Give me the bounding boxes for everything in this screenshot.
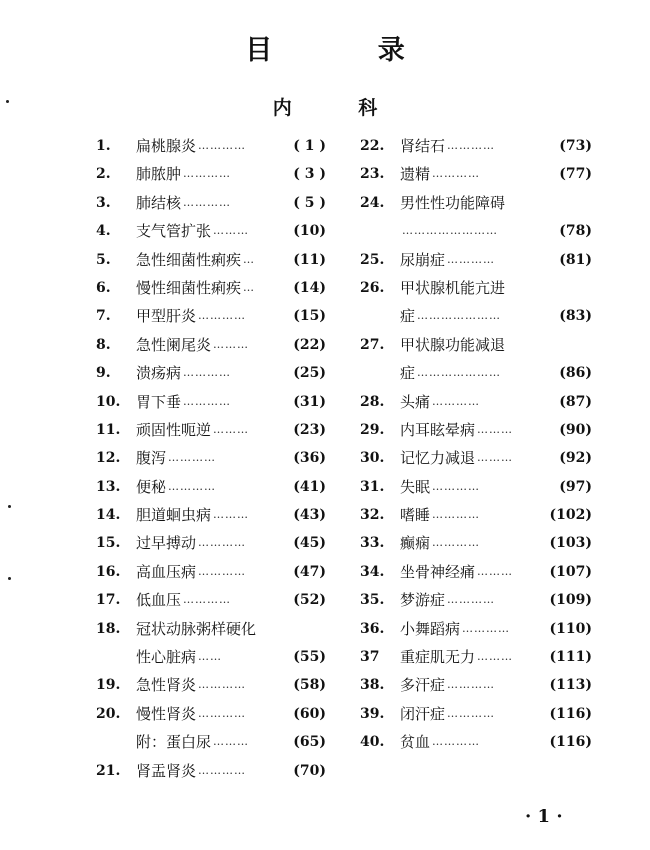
toc-entry-number: 31. [360, 478, 385, 495]
toc-entry-title: 坐骨神经痛 [400, 562, 476, 581]
toc-entry-title: 便秘 [136, 477, 167, 496]
toc-entry [96, 160, 326, 188]
toc-entry [360, 501, 592, 529]
toc-entry-number: 17. [96, 592, 121, 609]
toc-entry-title: 溃疡病 [136, 364, 182, 383]
toc-entry-number: 7. [96, 308, 111, 325]
toc-leader-dots: ………… [447, 252, 496, 266]
toc-entry-page: (113) [549, 677, 592, 694]
toc-entry-page: (36) [293, 450, 326, 467]
toc-entry [96, 331, 326, 359]
toc-entry-number: 38. [360, 677, 385, 694]
toc-entry-page: (60) [293, 705, 326, 722]
toc-entry-title: 甲型肝炎 [136, 307, 197, 326]
toc-entry [360, 217, 592, 245]
toc-entry-number: 19. [96, 677, 121, 694]
toc-entry-title: 低血压 [136, 591, 182, 610]
toc-entry-title: 症 [400, 307, 416, 326]
toc-leader-dots: ………… [447, 678, 496, 692]
toc-entry-page: (110) [549, 620, 592, 637]
toc-entry [96, 388, 326, 416]
toc-entry-title: 头痛 [400, 392, 431, 411]
toc-leader-dots: ………… [432, 394, 481, 408]
toc-entry-page: (70) [293, 762, 326, 779]
toc-entry-page: (116) [549, 705, 592, 722]
toc-entry-page: (109) [549, 592, 592, 609]
toc-entry-page: (97) [559, 478, 592, 495]
toc-entry-number: 18. [96, 620, 121, 637]
toc-entry-number: 32. [360, 507, 385, 524]
toc-leader-dots: ………… [198, 309, 247, 323]
toc-entry-number: 1. [96, 138, 111, 154]
toc-entry [360, 132, 592, 160]
toc-left-column [96, 132, 326, 785]
toc-entry [96, 217, 326, 245]
toc-entry-title: 过早搏动 [136, 534, 197, 553]
toc-leader-dots: ……… [477, 451, 514, 465]
toc-entry [96, 189, 326, 217]
toc-entry-page: (22) [293, 336, 326, 353]
toc-entry-number: 14. [96, 507, 121, 524]
toc-entry-number: 27. [360, 336, 385, 353]
toc-right-column [360, 132, 592, 757]
toc-leader-dots: ………… [198, 763, 247, 777]
toc-entry-title: 遗精 [400, 165, 431, 184]
toc-entry-page: (81) [559, 251, 592, 268]
page-title: 目 录 [245, 35, 453, 66]
toc-entry-title: 失眠 [400, 477, 431, 496]
toc-entry-title: 胃下垂 [136, 392, 182, 411]
toc-entry-title: 高血压病 [136, 562, 197, 581]
toc-entry-number: 33. [360, 535, 385, 552]
toc-leader-dots: ………… [432, 508, 481, 522]
toc-entry-page: (77) [559, 166, 592, 183]
toc-entry-title: 肺脓肿 [136, 165, 182, 184]
toc-entry-page: (47) [293, 563, 326, 580]
toc-leader-dots: ……… [213, 224, 250, 238]
toc-leader-dots: ………………… [417, 309, 502, 323]
toc-leader-dots: ………… [462, 621, 511, 635]
toc-entry-page: (52) [293, 592, 326, 609]
toc-entry [360, 246, 592, 274]
toc-entry-page: (116) [549, 734, 592, 751]
toc-entry-title: 症 [400, 364, 416, 383]
toc-entry-title: 支气管扩张 [136, 222, 212, 241]
toc-entry-title: 小舞蹈病 [400, 619, 461, 638]
toc-leader-dots: ………… [198, 536, 247, 550]
toc-entry [96, 700, 326, 728]
toc-entry [360, 558, 592, 586]
toc-entry [96, 444, 326, 472]
toc-entry [360, 388, 592, 416]
toc-entry [360, 359, 592, 387]
toc-entry [96, 302, 326, 330]
toc-entry [96, 615, 326, 643]
toc-leader-dots: ………… [183, 366, 232, 380]
toc-entry-page: (90) [559, 421, 592, 438]
toc-entry-title: 胆道蛔虫病 [136, 506, 212, 525]
toc-entry-page: (45) [293, 535, 326, 552]
toc-entry-number: 30. [360, 450, 385, 467]
toc-leader-dots: ………… [168, 451, 217, 465]
toc-entry-page: (10) [293, 223, 326, 240]
toc-entry-page: ( 3 ) [293, 166, 326, 183]
toc-entry [360, 189, 592, 217]
toc-entry-title: 嗜睡 [400, 506, 431, 525]
toc-leader-dots: ………… [447, 139, 496, 152]
section-heading: 内 科 [272, 97, 408, 119]
toc-entry-title: 甲状腺机能亢进 [400, 278, 506, 297]
toc-entry [360, 274, 592, 302]
toc-entry-title: 慢性细菌性痢疾 [136, 278, 242, 297]
toc-entry [360, 728, 592, 756]
toc-entry-title: 顽固性呃逆 [136, 420, 212, 439]
toc-entry [360, 586, 592, 614]
toc-entry-page: (83) [559, 308, 592, 325]
toc-entry [96, 501, 326, 529]
toc-entry [360, 671, 592, 699]
toc-entry-page: ( 5 ) [293, 194, 326, 211]
toc-entry-page: (11) [293, 251, 326, 268]
toc-leader-dots: … [243, 280, 256, 294]
toc-entry-title: 闭汗症 [400, 704, 446, 723]
toc-entry-number: 4. [96, 223, 111, 240]
toc-entry-title: 慢性肾炎 [136, 704, 197, 723]
toc-entry-page: (55) [293, 649, 326, 666]
toc-entry-number: 37 [360, 649, 380, 666]
toc-entry [360, 444, 592, 472]
toc-leader-dots: ……… [213, 735, 250, 749]
toc-entry [360, 160, 592, 188]
toc-leader-dots: ………… [168, 479, 217, 493]
toc-entry [96, 558, 326, 586]
toc-entry-page: (102) [549, 507, 592, 524]
toc-leader-dots: ……… [213, 337, 250, 351]
toc-entry-title: 记忆力减退 [400, 449, 476, 468]
toc-entry-title: 内耳眩晕病 [400, 420, 476, 439]
toc-entry-number: 28. [360, 393, 385, 410]
toc-entry-number: 39. [360, 705, 385, 722]
toc-entry [96, 728, 326, 756]
toc-entry-number: 2. [96, 166, 111, 183]
toc-entry-number: 22. [360, 138, 385, 154]
toc-entry-page: (92) [559, 450, 592, 467]
toc-leader-dots: ……… [213, 422, 250, 436]
toc-entry [360, 700, 592, 728]
toc-entry [360, 615, 592, 643]
toc-entry-title: 癫痫 [400, 534, 431, 553]
toc-entry-title: 甲状腺功能减退 [400, 335, 506, 354]
toc-entry-page: (103) [549, 535, 592, 552]
toc-entry [96, 473, 326, 501]
toc-entry-page: (111) [549, 649, 592, 666]
toc-leader-dots: … [243, 252, 256, 266]
toc-entry-page: (78) [559, 223, 592, 240]
scan-speck [8, 505, 11, 508]
toc-entry-page: (107) [549, 563, 592, 580]
toc-entry-page: (65) [293, 734, 326, 751]
toc-leader-dots: ………… [198, 139, 247, 152]
toc-entry-title: 肺结核 [136, 193, 182, 212]
toc-entry [96, 246, 326, 274]
toc-leader-dots: ………… [183, 394, 232, 408]
toc-leader-dots: ………… [198, 678, 247, 692]
toc-entry-number: 9. [96, 365, 111, 382]
toc-entry-number: 21. [96, 762, 121, 779]
toc-entry-number: 24. [360, 194, 385, 211]
toc-entry-title: 肾盂肾炎 [136, 761, 197, 780]
toc-entry-title: 男性性功能障碍 [400, 193, 506, 212]
toc-leader-dots: ……… [477, 422, 514, 436]
toc-entry [360, 529, 592, 557]
toc-entry [360, 643, 592, 671]
toc-leader-dots: ………… [432, 735, 481, 749]
toc-leader-dots: ………… [198, 706, 247, 720]
toc-entry-page: ( 1 ) [293, 138, 326, 154]
toc-entry-number: 8. [96, 336, 111, 353]
toc-entry-page: (23) [293, 421, 326, 438]
toc-leader-dots: …………………… [402, 224, 498, 238]
scan-speck [6, 100, 9, 103]
toc-entry-number: 26. [360, 279, 385, 296]
toc-entry-title: 肾结石 [400, 137, 446, 155]
toc-entry-number: 20. [96, 705, 121, 722]
toc-entry-number: 40. [360, 734, 385, 751]
toc-entry-title: 扁桃腺炎 [136, 137, 197, 155]
toc-entry-number: 23. [360, 166, 385, 183]
toc-entry [96, 586, 326, 614]
toc-leader-dots: ………… [183, 195, 232, 209]
toc-entry [360, 331, 592, 359]
toc-leader-dots: ………… [198, 564, 247, 578]
toc-leader-dots: ………… [447, 706, 496, 720]
toc-leader-dots: ………… [183, 167, 232, 181]
toc-entry-page: (43) [293, 507, 326, 524]
toc-entry-number: 6. [96, 279, 111, 296]
toc-entry-title: 急性肾炎 [136, 676, 197, 695]
toc-entry-number: 12. [96, 450, 121, 467]
toc-entry-number: 16. [96, 563, 121, 580]
toc-entry-number: 10. [96, 393, 121, 410]
toc-entry-title: 附：蛋白尿 [136, 733, 212, 752]
toc-entry-page: (14) [293, 279, 326, 296]
toc-entry-number: 13. [96, 478, 121, 495]
toc-entry [96, 132, 326, 160]
toc-entry-title: 急性阑尾炎 [136, 335, 212, 354]
toc-entry-title: 梦游症 [400, 591, 446, 610]
scan-speck [8, 577, 11, 580]
toc-entry-title: 性心脏病 [136, 648, 197, 667]
toc-entry-number: 25. [360, 251, 385, 268]
toc-leader-dots: ……… [477, 650, 514, 664]
toc-leader-dots: ………… [447, 593, 496, 607]
toc-entry [360, 416, 592, 444]
toc-entry [360, 473, 592, 501]
toc-leader-dots: ……… [213, 508, 250, 522]
toc-entry-title: 尿崩症 [400, 250, 446, 269]
toc-entry [96, 359, 326, 387]
toc-entry-number: 3. [96, 194, 111, 211]
toc-entry [96, 416, 326, 444]
toc-entry-number: 29. [360, 421, 385, 438]
page-number: · 1 · [525, 806, 563, 827]
toc-entry-title: 贫血 [400, 733, 431, 752]
toc-entry-title: 冠状动脉粥样硬化 [136, 619, 257, 638]
toc-leader-dots: ………… [183, 593, 232, 607]
toc-entry-page: (31) [293, 393, 326, 410]
toc-entry-page: (15) [293, 308, 326, 325]
toc-entry-page: (25) [293, 365, 326, 382]
toc-entry [96, 274, 326, 302]
toc-entry-title: 多汗症 [400, 676, 446, 695]
toc-entry-number: 35. [360, 592, 385, 609]
toc-leader-dots: …… [198, 650, 223, 664]
toc-entry [96, 643, 326, 671]
toc-entry-page: (87) [559, 393, 592, 410]
toc-entry-number: 5. [96, 251, 111, 268]
toc-leader-dots: ……… [477, 564, 514, 578]
toc-leader-dots: ………………… [417, 366, 502, 380]
toc-entry [96, 529, 326, 557]
toc-entry [360, 302, 592, 330]
toc-entry-page: (86) [559, 365, 592, 382]
toc-entry-number: 36. [360, 620, 385, 637]
toc-leader-dots: ………… [432, 167, 481, 181]
toc-entry-page: (73) [559, 138, 592, 154]
toc-entry-title: 腹泻 [136, 449, 167, 468]
toc-entry-number: 15. [96, 535, 121, 552]
toc-entry-page: (58) [293, 677, 326, 694]
toc-leader-dots: ………… [432, 479, 481, 493]
toc-entry-title: 急性细菌性痢疾 [136, 250, 242, 269]
toc-entry [96, 757, 326, 785]
toc-leader-dots: ………… [432, 536, 481, 550]
toc-entry-page: (41) [293, 478, 326, 495]
toc-entry-number: 34. [360, 563, 385, 580]
toc-entry [96, 671, 326, 699]
toc-entry-title: 重症肌无力 [400, 648, 476, 667]
toc-entry-number: 11. [96, 421, 121, 438]
